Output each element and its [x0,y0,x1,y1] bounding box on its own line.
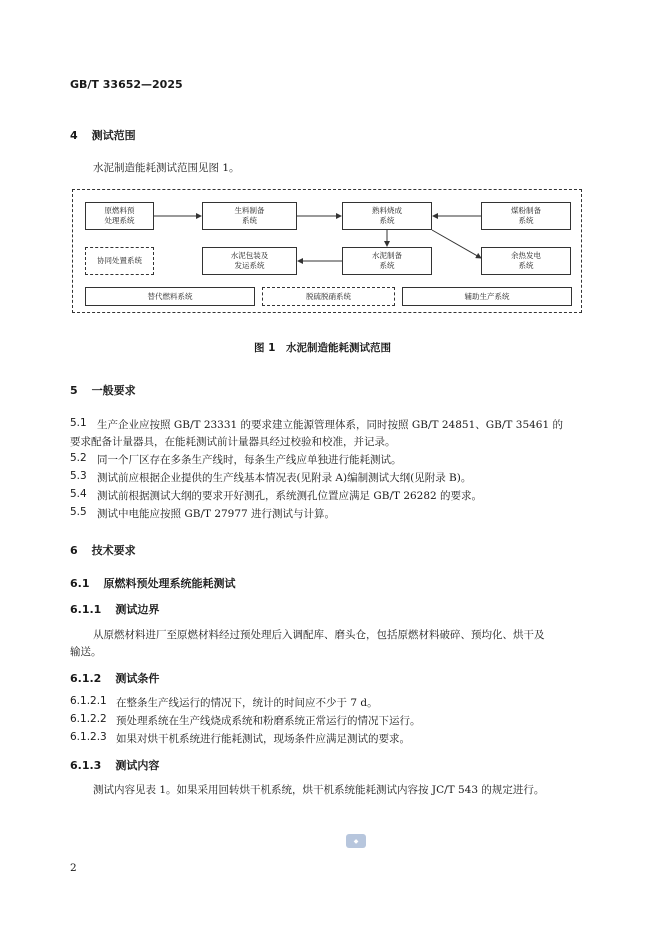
clause-text: 生产企业应按照 GB/T 23331 的要求建立能源管理体系，同时按照 GB/T 24851、GB/T 35461 的 [97,419,564,431]
clause-text: 测试前应根据企业提供的生产线基本情况表(见附录 A)编制测试大纲(见附录 B)。 [97,472,472,484]
box-alternative-fuel: 替代燃料系统 [85,287,255,306]
clause-number: 5.3 [70,470,87,482]
section-6-heading: 6 技术要求 [70,544,136,557]
box-cement-preparation: 水泥制备 系统 [342,247,432,275]
clause-number: 6.1.2.2 [70,713,107,725]
clause-text: 要求配备计量器具，在能耗测试前计量器具经过校验和校准，并记录。 [70,436,396,448]
clause-number: 5.1 [70,417,87,429]
clause-text: 预处理系统在生产线烧成系统和粉磨系统正常运行的情况下运行。 [116,715,421,727]
clause-text: 测试前根据测试大纲的要求开好测孔，系统测孔位置应满足 GB/T 26282 的要求。 [97,490,483,502]
box-co-processing: 协同处置系统 [85,247,154,275]
boundary-text: 输送。 [70,646,102,658]
box-raw-meal-preparation: 生料制备 系统 [202,202,297,230]
content-text: 测试内容见表 1。如果采用回转烘干机系统，烘干机系统能耗测试内容按 JC/T 543 的规定进行。 [93,784,545,796]
clause-number: 5.5 [70,506,87,518]
subsection-6-1-1-heading: 6.1.1 测试边界 [70,603,160,616]
clause-number: 5.4 [70,488,87,500]
box-cement-packing-shipping: 水泥包装及 发运系统 [202,247,297,275]
arrow-clinker-to-wasteheat [432,230,481,258]
subsection-6-1-heading: 6.1 原燃料预处理系统能耗测试 [70,577,236,590]
clause-number: 6.1.2.1 [70,695,107,707]
box-raw-material-preprocessing: 原燃料预 处理系统 [85,202,154,230]
clause-text: 同一个厂区存在多条生产线时，每条生产线应单独进行能耗测试。 [97,454,402,466]
box-waste-heat-power: 余热发电 系统 [481,247,571,275]
subsection-6-1-2-heading: 6.1.2 测试条件 [70,672,160,685]
box-auxiliary-production: 辅助生产系统 [402,287,572,306]
clause-number: 6.1.2.3 [70,731,107,743]
box-desulfurization-denitration: 脱硫脱硝系统 [262,287,395,306]
clause-number: 5.2 [70,452,87,464]
standard-code: GB/T 33652—2025 [70,78,183,91]
subsection-6-1-3-heading: 6.1.3 测试内容 [70,759,160,772]
section-number: 4 [70,129,78,142]
clause-text: 如果对烘干机系统进行能耗测试，现场条件应满足测试的要求。 [116,733,410,745]
section-4-paragraph: 水泥制造能耗测试范围见图 1。 [93,162,240,174]
box-coal-powder-preparation: 煤粉制备 系统 [481,202,571,230]
figure-caption: 图 1 水泥制造能耗测试范围 [254,342,391,354]
boundary-text: 从原燃材料进厂至原燃材料经过预处理后入调配库、磨头仓，包括原燃材料破碎、预均化、烘干及 [93,629,545,641]
section-5-heading: 5 一般要求 [70,384,136,397]
watermark-logo-icon: ◆ [346,834,366,848]
section-title: 测试范围 [91,129,136,142]
clause-text: 测试中电能应按照 GB/T 27977 进行测试与计算。 [97,508,336,520]
clause-text: 在整条生产线运行的情况下，统计的时间应不少于 7 d。 [116,697,378,709]
box-clinker-burning: 熟料烧成 系统 [342,202,432,230]
page-number: 2 [70,862,77,874]
